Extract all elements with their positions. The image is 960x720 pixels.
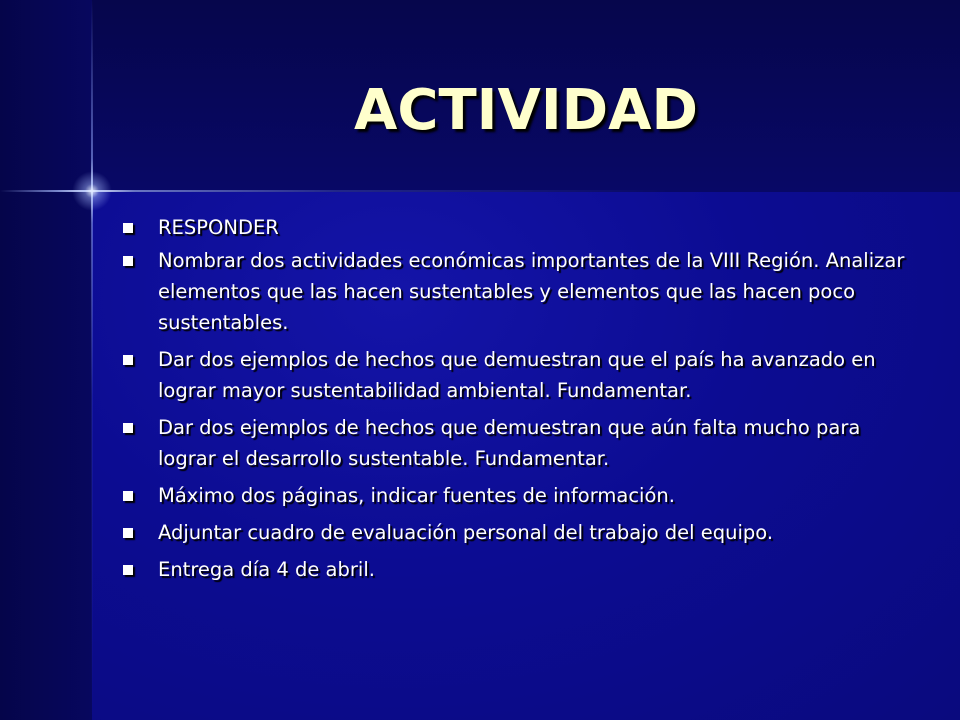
bullet-text: Adjuntar cuadro de evaluación personal del trabajo del equipo. [158, 521, 774, 544]
bullet-item [120, 480, 920, 511]
square-bullet-icon [123, 355, 133, 365]
bullet-text: Dar dos ejemplos de hechos que demuestran que aún falta mucho para lograr el desarrollo sustentable. Fundamentar. [158, 416, 861, 470]
bullet-item [120, 554, 920, 585]
bullet-item [120, 344, 920, 406]
square-bullet-icon [123, 256, 133, 266]
bullet-item [120, 517, 920, 548]
square-bullet-icon [123, 223, 133, 233]
square-bullet-icon [123, 565, 133, 575]
square-bullet-icon [123, 423, 133, 433]
square-bullet-icon [123, 491, 133, 501]
slide-title: ACTIVIDAD [354, 78, 698, 143]
left-band-decoration [0, 0, 92, 720]
bullet-text: Nombrar dos actividades económicas importantes de la VIII Región. Analizar elementos que las hacen sustentables y elementos que las hacen poco sustentables. [158, 249, 905, 334]
bullet-list [120, 212, 920, 587]
bullet-text: RESPONDER [158, 216, 279, 239]
bullet-text: Entrega día 4 de abril. [158, 558, 375, 581]
bullet-text: Dar dos ejemplos de hechos que demuestran que el país ha avanzado en lograr mayor sustentabilidad ambiental. Fundamentar. [158, 348, 876, 402]
bullet-item [120, 212, 920, 243]
bullet-text: Máximo dos páginas, indicar fuentes de información. [158, 484, 675, 507]
bullet-item [120, 245, 920, 338]
sparkle-star-icon [72, 171, 112, 211]
bullet-item [120, 412, 920, 474]
sparkle-horizontal-line [0, 190, 960, 192]
square-bullet-icon [123, 528, 133, 538]
